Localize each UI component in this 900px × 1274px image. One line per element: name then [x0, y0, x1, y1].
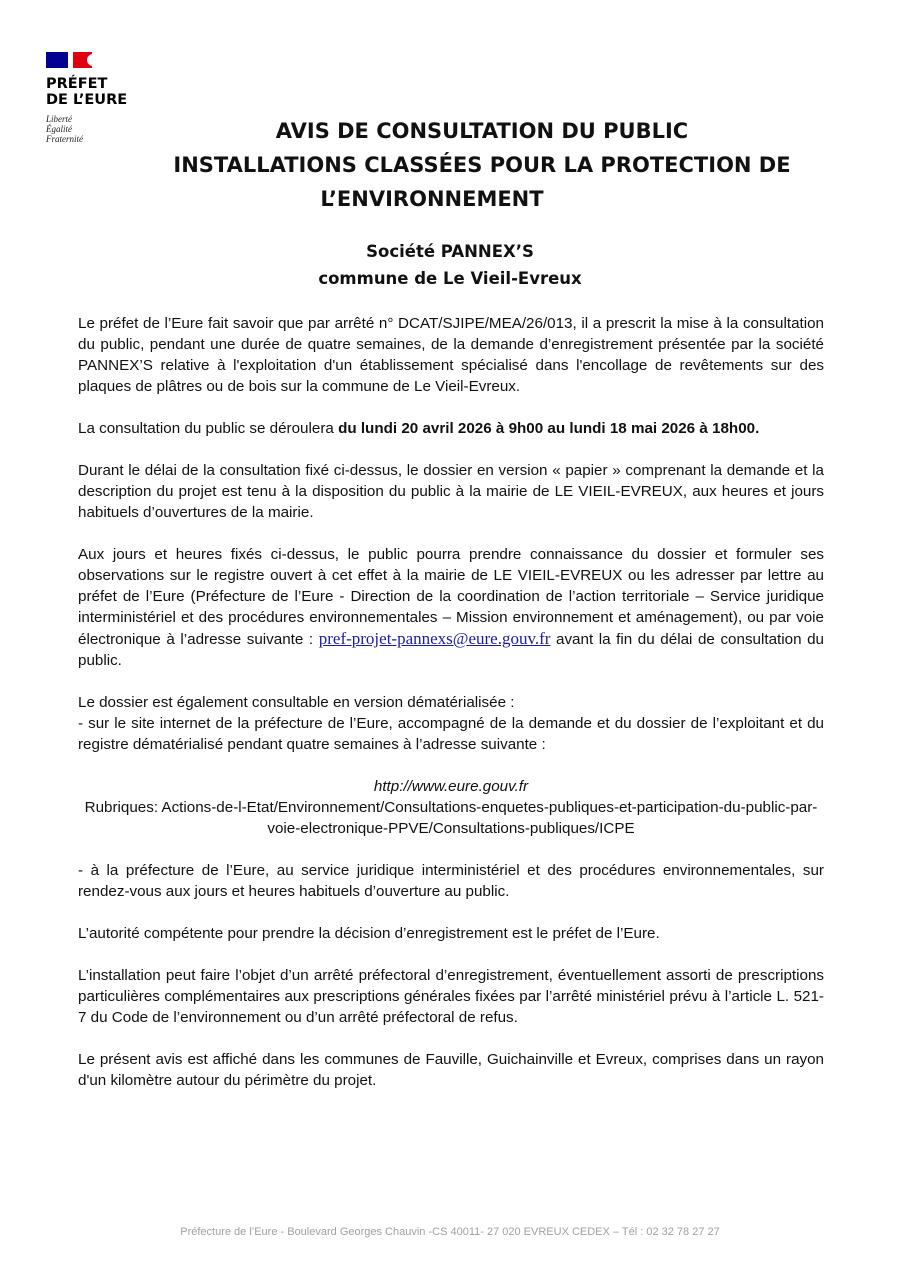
consultation-dates: du lundi 20 avril 2026 à 9h00 au lundi 18 mai 2026 à 18h00. [338, 420, 760, 437]
observations-text: Aux jours et heures fixés ci-dessus, le public pourra prendre connaissance du dossier et formuler ses observations sur le registre ouvert à cet effet à la mairie de LE VIEIL-EVREUX ou les adresser par lettre au préfet de l’Eure (Préfecture de l’Eure - Direction de la coordination de l’action territoriale – Service juridique interministériel et des procédures environnementales – Mission environnement et aménagement), ou par voie électronique à l’adresse suivante : [78, 546, 824, 648]
paragraph-installation: L’installation peut faire l’objet d’un arrêté préfectoral d’enregistrement, éventuellement assorti de prescriptions particulières complémentaires aux prescriptions générales fixées par l’arrêté ministériel prévu à l’article L. 521-7 du Code de l’environnement ou d’un arrêté préfectoral de refus. [78, 967, 824, 1026]
observations-end: avant la fin du délai de consultation du public. [78, 631, 825, 669]
document-title [150, 114, 814, 216]
title-line-1: AVIS DE CONSULTATION DU PUBLIC [275, 119, 689, 143]
paragraph-autorite: L’autorité compétente pour prendre la décision d’enregistrement est le préfet de l’Eure. [78, 925, 660, 942]
dates-intro: La consultation du public se déroulera [78, 420, 339, 437]
paragraph-affichage: Le présent avis est affiché dans les communes de Fauville, Guichainville et Evreux, comprises dans un rayon d'un kilomètre autour du périmètre du projet. [78, 1051, 824, 1089]
email-link[interactable]: pref-projet-pannexs@eure.gouv.fr [318, 629, 551, 648]
paragraph-dematerialise-intro: Le dossier est également consultable en version dématérialisée : [78, 694, 515, 711]
french-flag-icon [46, 52, 92, 68]
footer-address: Préfecture de l’Eure - Boulevard Georges Chauvin -CS 40011- 27 020 EVREUX CEDEX – Tél : 02 32 78 27 27 [180, 1226, 720, 1238]
document-subtitle [150, 238, 750, 292]
paragraph-site-internet: - sur le site internet de la préfecture de l’Eure, accompagné de la demande et du dossier de l’exploitant et du registre dématérialisé pendant quatre semaines à l’adresse suivante : [78, 715, 824, 753]
company-name: Société PANNEX’S [366, 242, 534, 261]
paragraph-prefecture-rdv: - à la préfecture de l’Eure, au service juridique interministériel et des procédures environnementales, sur rendez-vous aux jours et heures habituels d’ouverture au public. [78, 862, 824, 900]
paragraph-dossier-papier: Durant le délai de la consultation fixé ci-dessus, le dossier en version « papier » comprenant la demande et la description du projet est tenu à la disposition du public à la mairie de LE VIEIL-EVREUX, aux heures et jours habituels d’ouvertures de la mairie. [78, 462, 824, 521]
title-line-2: INSTALLATIONS CLASSÉES POUR LA PROTECTION DE [173, 153, 791, 177]
logo-text [46, 76, 146, 108]
motto-fraternite: Fraternité [46, 134, 83, 144]
prefet-logo [46, 52, 146, 144]
motto-liberte: Liberté [46, 114, 72, 124]
paragraph-observations [78, 544, 824, 671]
commune-name: commune de Le Vieil-Evreux [318, 269, 582, 288]
paragraph-arrete: Le préfet de l’Eure fait savoir que par arrêté n° DCAT/SJIPE/MEA/26/013, il a prescrit la mise à la consultation du public, pendant une durée de quatre semaines, de la demande d’enregistrement présentée par la société PANNEX’S relative à l'exploitation d'un établissement spécialisé dans l'encollage de revêtements sur des plaques de plâtres ou de bois sur la commune de Le Vieil-Evreux. [78, 315, 824, 395]
republic-motto [46, 114, 146, 144]
logo-line-1: PRÉFET [46, 76, 108, 92]
document-body [78, 313, 824, 1112]
paragraph-dates [78, 418, 824, 439]
website-url[interactable]: http://www.eure.gouv.fr [373, 778, 529, 795]
logo-line-2: DE L’EURE [46, 92, 128, 108]
title-line-3: L’ENVIRONNEMENT [320, 187, 544, 211]
motto-egalite: Égalité [46, 124, 72, 134]
rubriques-path: Rubriques: Actions-de-l-Etat/Environnement/Consultations-enquetes-publiques-et-participation-du-public-par-voie-electronique-PPVE/Consultations-publiques/ICPE [84, 799, 818, 837]
